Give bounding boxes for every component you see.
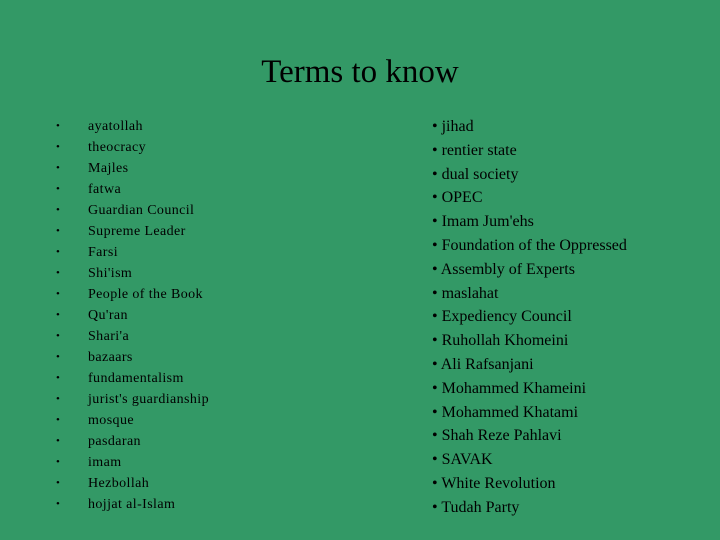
list-item (56, 179, 209, 200)
list-item: • Foundation of the Oppressed (432, 236, 627, 254)
list-item (56, 473, 209, 494)
bullet-icon: • (56, 141, 61, 153)
bullet-icon: • (56, 351, 61, 363)
list-item (56, 389, 209, 410)
term-text: bazaars (88, 350, 133, 365)
bullet-icon: • (56, 288, 61, 300)
term-text: fatwa (88, 182, 122, 197)
list-item: • Ali Rafsanjani (432, 355, 534, 373)
term-text: imam (88, 455, 122, 470)
list-item (56, 452, 209, 473)
list-item (56, 347, 209, 368)
bullet-icon: • (56, 204, 61, 216)
list-item: • Assembly of Experts (432, 260, 575, 278)
term-text: Guardian Council (88, 203, 195, 218)
bullet-icon: • (56, 246, 61, 258)
term-text: theocracy (88, 140, 147, 155)
bullet-icon: • (56, 330, 61, 342)
bullet-icon: • (56, 120, 61, 132)
left-terms-list (56, 116, 209, 515)
bullet-icon: • (56, 309, 61, 321)
list-item (56, 221, 209, 242)
list-item: • Tudah Party (432, 498, 520, 516)
bullet-icon: • (56, 183, 61, 195)
list-item: • SAVAK (432, 451, 493, 469)
bullet-icon: • (56, 477, 61, 489)
bullet-icon: • (56, 435, 61, 447)
bullet-icon: • (56, 393, 61, 405)
term-text: ayatollah (88, 119, 143, 134)
slide-title: Terms to know (261, 54, 459, 90)
term-text: Shari'a (88, 329, 130, 344)
list-item: • Mohammed Khatami (432, 403, 579, 421)
list-item: • jihad (432, 118, 474, 135)
list-item: • White Revolution (432, 474, 556, 492)
list-item: • maslahat (432, 284, 499, 302)
list-item: • Expediency Council (432, 308, 572, 326)
list-item (56, 263, 209, 284)
right-terms-list (432, 115, 627, 520)
bullet-icon: • (56, 162, 61, 174)
list-item (56, 158, 209, 179)
term-text: People of the Book (88, 287, 203, 302)
list-item (56, 494, 209, 515)
bullet-icon: • (56, 225, 61, 237)
term-text: fundamentalism (88, 371, 184, 386)
term-text: Farsi (88, 245, 118, 260)
list-item: • OPEC (432, 189, 483, 207)
term-text: Qu'ran (88, 308, 128, 323)
list-item (56, 326, 209, 347)
bullet-icon: • (56, 372, 61, 384)
list-item: • rentier state (432, 141, 517, 159)
list-item (56, 431, 209, 452)
term-text: pasdaran (88, 434, 141, 449)
term-text: jurist's guardianship (88, 392, 209, 407)
list-item: • dual society (432, 165, 519, 183)
list-item (56, 137, 209, 158)
term-text: mosque (88, 413, 134, 428)
term-text: Majles (88, 161, 129, 176)
bullet-icon: • (56, 414, 61, 426)
list-item (56, 368, 209, 389)
term-text: Hezbollah (88, 476, 150, 491)
term-text: Shi'ism (88, 266, 133, 281)
list-item (56, 410, 209, 431)
list-item (56, 200, 209, 221)
bullet-icon: • (56, 498, 61, 510)
list-item: • Shah Reze Pahlavi (432, 427, 562, 445)
list-item (56, 284, 209, 305)
list-item: • Mohammed Khameini (432, 379, 587, 397)
term-text: Supreme Leader (88, 224, 186, 239)
list-item: • Ruhollah Khomeini (432, 332, 569, 350)
list-item (56, 305, 209, 326)
term-text: hojjat al-Islam (88, 497, 176, 512)
list-item (56, 242, 209, 263)
bullet-icon: • (56, 456, 61, 468)
bullet-icon: • (56, 267, 61, 279)
list-item (56, 116, 209, 137)
list-item: • Imam Jum'ehs (432, 213, 534, 231)
